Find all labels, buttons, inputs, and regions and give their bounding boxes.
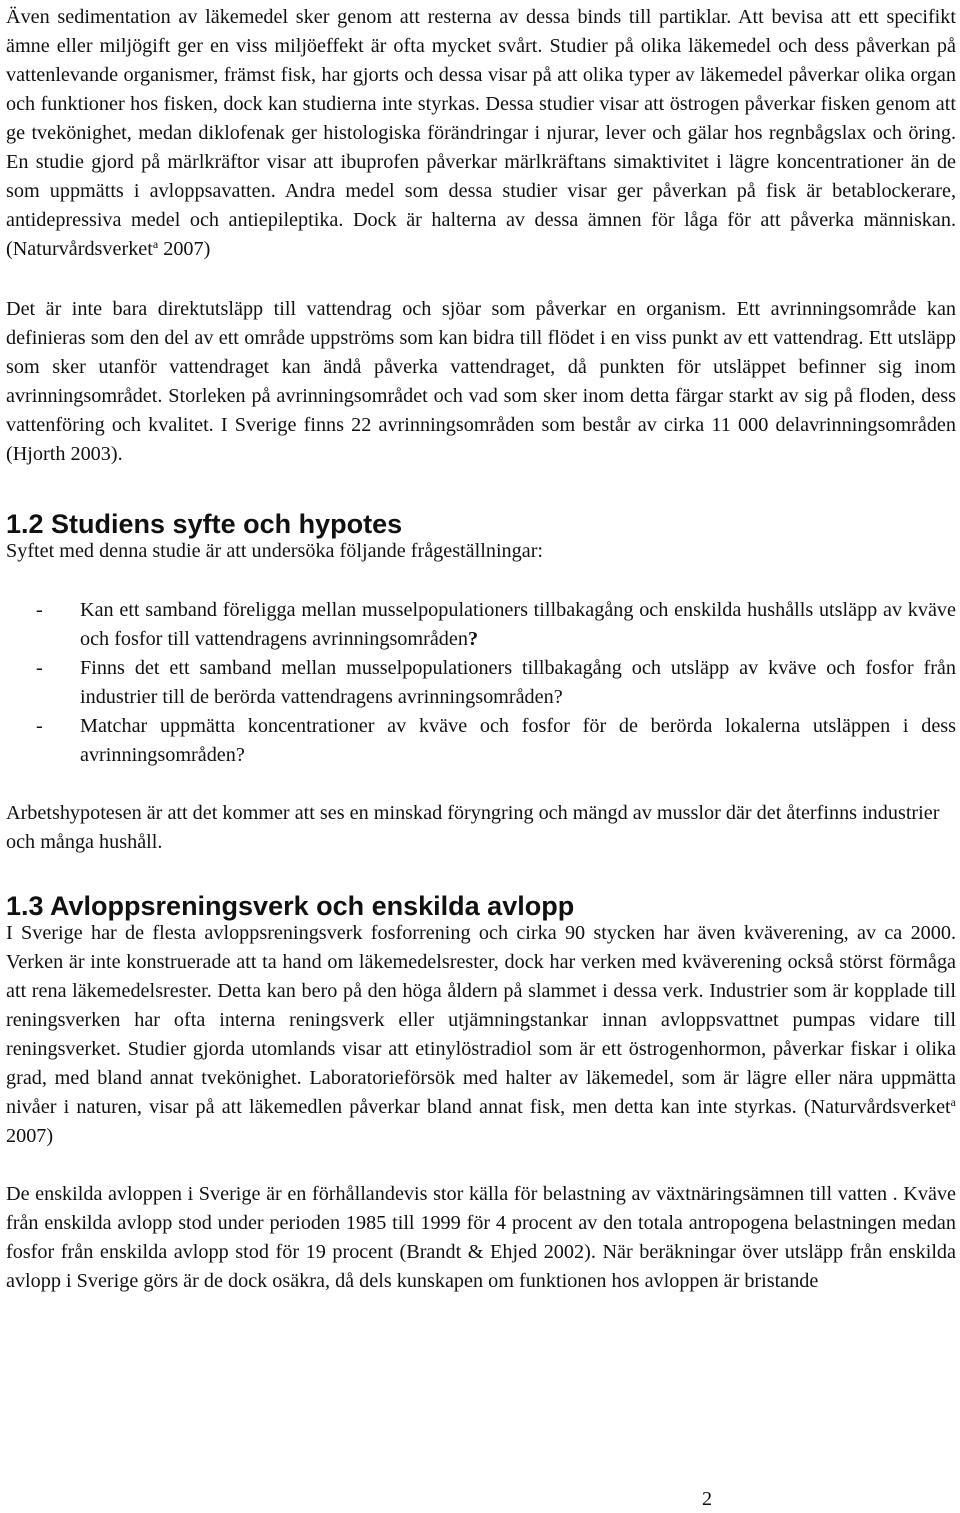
question-mark: ?: [467, 628, 479, 650]
dash-bullet: -: [36, 657, 43, 679]
section-heading-1-3: 1.3 Avloppsreningsverk och enskilda avlopp: [6, 891, 575, 921]
list-item: [6, 712, 956, 770]
question-text: Kan ett samband föreligga mellan musselpopulationers tillbakagång och enskilda hushålls utsläpp av kväve och fosfor till vattendragens avrinningsområden: [80, 599, 956, 650]
paragraph-private-sewers: De enskilda avloppen i Sverige är en förhållandevis stor källa för belastning av växtnäringsämnen till vatten . Kväve från enskilda avlopp stod under perioden 1985 till 1999 för 4 procent av den totala antropogena belastningen medan fosfor från enskilda avlopp stod för 19 procent (Brandt & Ehjed 2002). När beräkningar över utsläpp från enskilda avlopp i Sverige görs är de dock osäkra, då dels kunskapen om funktionen hos avloppen är bristande: [6, 1183, 956, 1292]
citation: [6, 238, 210, 260]
citation-text: (Naturvårdsverket: [796, 1096, 951, 1118]
paragraph-treatment-plants: [6, 919, 956, 1151]
question-text: Matchar uppmätta koncentrationer av kväve och fosfor för de berörda lokalerna utsläppen i dess avrinningsområden?: [80, 715, 956, 766]
paragraph-catchment-area: Det är inte bara direktutsläpp till vattendrag och sjöar som påverkar en organism. Ett avrinningsområde kan definieras som den del av ett område uppströms som kan bidra till flödet i en viss punkt av ett vattendrag. Ett utsläpp som sker utanför vattendraget kan ändå påverka vattendraget, då punkten för utsläppet befinner sig inom avrinningsområdet. Storleken på avrinningsområdet och vad som sker inom detta färgar starkt av sig på floden, dess vattenföring och kvalitet. I Sverige finns 22 avrinningsområden som består av cirka 11 000 delavrinningsområden (Hjorth 2003).: [6, 298, 956, 465]
section-1-2-intro: Syftet med denna studie är att undersöka följande frågeställningar:: [6, 540, 544, 562]
question-text: Finns det ett samband mellan musselpopulationers tillbakagång och utsläpp av kväve och fosfor från industrier till de berörda vattendragens avrinningsområden?: [80, 657, 956, 708]
list-item: [6, 596, 956, 654]
dash-bullet: -: [36, 599, 43, 621]
citation-superscript: a: [950, 1095, 956, 1109]
citation-text: (Naturvårdsverket: [6, 238, 153, 260]
page-number: 2: [702, 1488, 713, 1510]
citation-year: 2007): [158, 238, 211, 260]
dash-bullet: -: [36, 715, 43, 737]
section-heading-1-2: 1.2 Studiens syfte och hypotes: [6, 509, 403, 539]
paragraph-text: Även sedimentation av läkemedel sker genom att resterna av dessa binds till partiklar. Att bevisa att ett specifikt ämne eller miljögift ger en viss miljöeffekt är ofta mycket svårt. Studier på olika läkemedel och dess påverkan på vattenlevande organismer, främst fisk, har gjorts och dessa visar på att olika typer av läkemedel påverkar olika organ och funktioner hos fisken, dock kan studierna inte styrkas. Dessa studier visar att östrogen påverkar fisken genom att ge tvekönighet, medan diklofenak ger histologiska förändringar i njurar, lever och gälar hos regnbågslax och öring. En studie gjord på märlkräftor visar att ibuprofen påverkar märlkräftans simaktivitet i lägre koncentrationer än de som uppmätts i avloppsavatten. Andra medel som dessa studier visar ger påverkan på fisk är betablockerare, antidepressiva medel och antiepileptika. Dock är halterna av dessa ämnen för låga för att påverka människan.: [6, 6, 956, 231]
document-page: [6, 0, 956, 1296]
citation-superscript: a: [152, 237, 159, 251]
research-questions-list: [6, 596, 956, 770]
citation-year: 2007): [6, 1125, 54, 1147]
paragraph-pharmaceutical-effects: [6, 3, 956, 264]
paragraph-hypothesis: Arbetshypotesen är att det kommer att ses en minskad föryngring och mängd av musslor där det återfinns industrier och många hushåll.: [6, 802, 940, 853]
list-item: [6, 654, 956, 712]
paragraph-text: I Sverige har de flesta avloppsreningsverk fosforrening och cirka 90 stycken har även kväverening, av ca 2000. Verken är inte konstruerade att ta hand om läkemedelsrester, dock har verken med kväverening också störst förmåga att rena läkemedelsrester. Detta kan bero på den höga åldern på slammet i dessa verk. Industrier som är kopplade till reningsverken har ofta interna reningsverk eller utjämningstankar innan avloppsvattnet pumpas vidare till reningsverket. Studier gjorda utomlands visar att etinylöstradiol som är ett östrogenhormon, påverkar fiskar i olika grad, med bland annat tvekönighet. Laboratorieförsök med halter av läkemedel, som är lägre eller nära uppmätta nivåer i naturen, visar på att läkemedlen påverkar bland annat fisk, men detta kan inte styrkas.: [6, 922, 956, 1118]
